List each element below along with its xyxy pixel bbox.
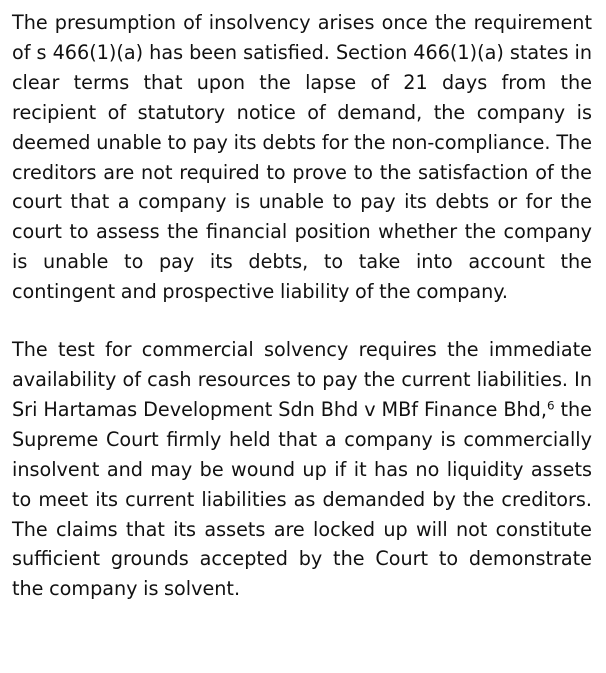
paragraph-presumption-of-insolvency xyxy=(12,8,592,307)
footnote-marker: 6 xyxy=(546,398,555,413)
paragraph-commercial-solvency-test xyxy=(12,335,592,604)
paragraph-text-after-footnote: the Supreme Court firmly held that a company is commercially insolvent and may be wound up if it has no liquidity assets to meet its current liabilities as demanded by the creditors. The claims that its assets are locked up will not constitute sufficient grounds accepted by the Court to demonstrate the company is solvent. xyxy=(12,397,592,601)
paragraph-text: The presumption of insolvency arises once the requirement of s 466(1)(a) has been satisfied. Section 466(1)(a) states in clear terms that upon the lapse of 21 days from the recipient of statutory notice of demand, the company is deemed unable to pay its debts for the non-compliance. The creditors are not required to prove to the satisfaction of the court that a company is unable to pay its debts or for the court to assess the financial position whether the company is unable to pay its debts, to take into account the contingent and prospective liability of the company. xyxy=(12,11,592,304)
paragraph-text-before-footnote: The test for commercial solvency requires the immediate availability of cash resources to pay the current liabilities. In Sri Hartamas Development Sdn Bhd v MBf Finance Bhd, xyxy=(12,338,592,421)
